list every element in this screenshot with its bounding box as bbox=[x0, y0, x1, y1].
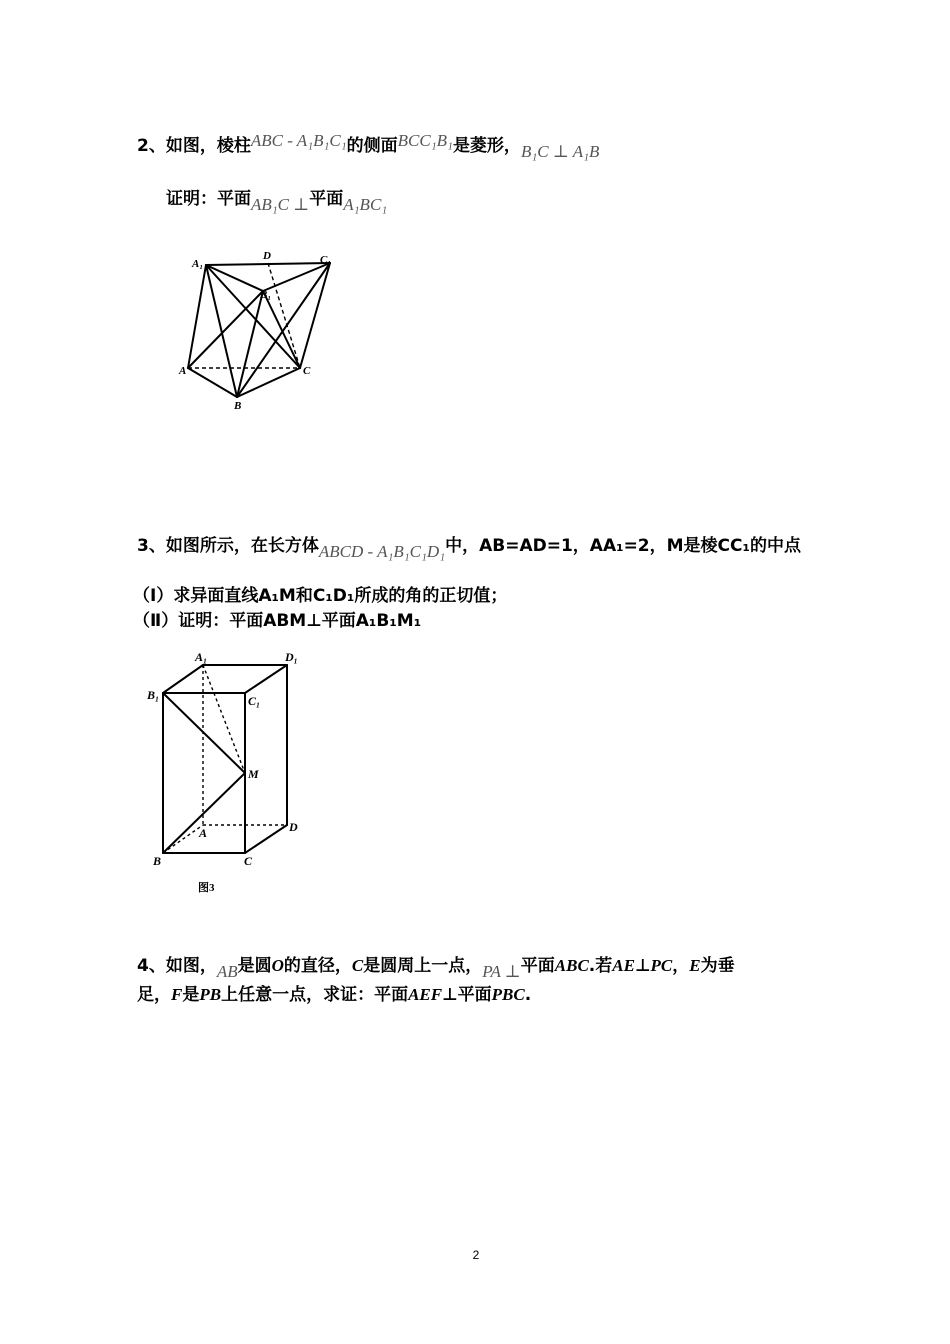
problem2-prove bbox=[166, 187, 388, 214]
text: 2、如图，棱柱 bbox=[137, 136, 251, 156]
text: 是 bbox=[182, 985, 200, 1005]
text: 中，AB=AD=1，AA₁=2，M是棱CC₁的中点 bbox=[445, 536, 801, 556]
text: 是圆周上一点， bbox=[363, 956, 483, 976]
text: .若 bbox=[588, 956, 613, 976]
cuboid-formula: ABCD - A₁B₁C₁D₁ bbox=[318, 542, 446, 561]
prism-formula: ABC - A₁B₁C₁ bbox=[250, 131, 347, 150]
edge-b1-c bbox=[263, 291, 300, 368]
label-d: D bbox=[263, 250, 271, 262]
text: 是圆 bbox=[237, 956, 272, 976]
var-pb: PB bbox=[199, 985, 222, 1004]
label-a: A bbox=[199, 826, 208, 840]
text: 是菱形， bbox=[452, 136, 521, 156]
perp-formula: B₁C ⊥ A₁B bbox=[520, 142, 600, 161]
text: 4、如图， bbox=[137, 956, 217, 976]
text: 平面 bbox=[309, 189, 344, 209]
label-a1: A₁ bbox=[195, 650, 208, 664]
pa-perp-formula: PA ⊥ bbox=[482, 962, 521, 981]
cuboid-figure bbox=[145, 645, 315, 905]
text: 3、如图所示，在长方体 bbox=[137, 536, 319, 556]
page-number: 2 bbox=[472, 1248, 480, 1262]
plane-formula-1: AB₁C ⊥ bbox=[251, 195, 310, 214]
var-pc: PC bbox=[650, 956, 673, 975]
text: 上任意一点，求证：平面 bbox=[221, 985, 409, 1005]
label-d1: D₁ bbox=[285, 650, 298, 664]
var-c: C bbox=[351, 956, 364, 975]
label-a1: A₁ bbox=[192, 258, 204, 270]
segment-b1-m bbox=[163, 693, 245, 773]
var-ae: AE bbox=[612, 956, 635, 975]
label-c: C bbox=[303, 365, 311, 377]
label-c: C bbox=[244, 854, 253, 868]
plane-formula-2: A₁BC₁ bbox=[343, 195, 388, 214]
label-a: A bbox=[179, 365, 187, 377]
label-b1: B₁ bbox=[147, 688, 160, 702]
prism-figure bbox=[170, 245, 350, 415]
edge-b1-b bbox=[237, 291, 263, 397]
face-formula: BCC₁B₁ bbox=[397, 131, 453, 150]
segment-b-m bbox=[163, 773, 245, 853]
edge-d-c-hidden bbox=[268, 263, 300, 368]
edge-b-a-hidden bbox=[163, 825, 203, 853]
edge-a-b bbox=[188, 368, 237, 397]
var-e: E bbox=[689, 956, 701, 975]
label-b: B bbox=[234, 400, 242, 412]
var-o: O bbox=[271, 956, 284, 975]
problem4-statement-line1 bbox=[137, 954, 735, 981]
edge-c-d bbox=[245, 825, 287, 853]
var-pbc: PBC bbox=[491, 985, 525, 1004]
label-c1: C₁ bbox=[248, 694, 261, 708]
label-b: B bbox=[153, 854, 162, 868]
text: ⊥平面 bbox=[442, 985, 492, 1005]
var-f: F bbox=[171, 985, 183, 1004]
text: 的侧面 bbox=[346, 136, 398, 156]
edge-c1-d1 bbox=[245, 665, 287, 693]
edge-c1-c bbox=[300, 263, 330, 368]
text: 平面 bbox=[520, 956, 555, 976]
problem2-statement bbox=[137, 131, 600, 161]
text: 足， bbox=[137, 985, 171, 1005]
ab-formula: AB bbox=[216, 962, 238, 981]
edge-a1-b bbox=[206, 265, 237, 397]
problem4-statement-line2 bbox=[137, 983, 531, 1007]
text: ， bbox=[672, 956, 690, 976]
label-b1: B₁ bbox=[260, 289, 272, 301]
edge-b1-a1 bbox=[163, 665, 203, 693]
label-m: M bbox=[248, 767, 259, 781]
text: . bbox=[524, 985, 532, 1005]
text: 为垂 bbox=[700, 956, 735, 976]
label-c1: C₁ bbox=[320, 254, 332, 266]
var-abc: ABC bbox=[554, 956, 589, 975]
problem3-question-1: （Ⅰ）求异面直线A₁M和C₁D₁所成的角的正切值； bbox=[133, 586, 508, 606]
edge-a1-b1 bbox=[206, 265, 263, 291]
text: 的直径， bbox=[283, 956, 352, 976]
label-d: D bbox=[289, 820, 298, 834]
segment-a1-m-hidden bbox=[203, 665, 245, 773]
problem3-statement bbox=[137, 534, 801, 561]
problem3-question-2: （Ⅱ）证明：平面ABM⊥平面A₁B₁M₁ bbox=[133, 611, 422, 631]
var-aef: AEF bbox=[408, 985, 443, 1004]
text: ⊥ bbox=[634, 956, 651, 976]
figure-caption: 图3 bbox=[198, 882, 215, 894]
text: 证明：平面 bbox=[166, 189, 251, 209]
